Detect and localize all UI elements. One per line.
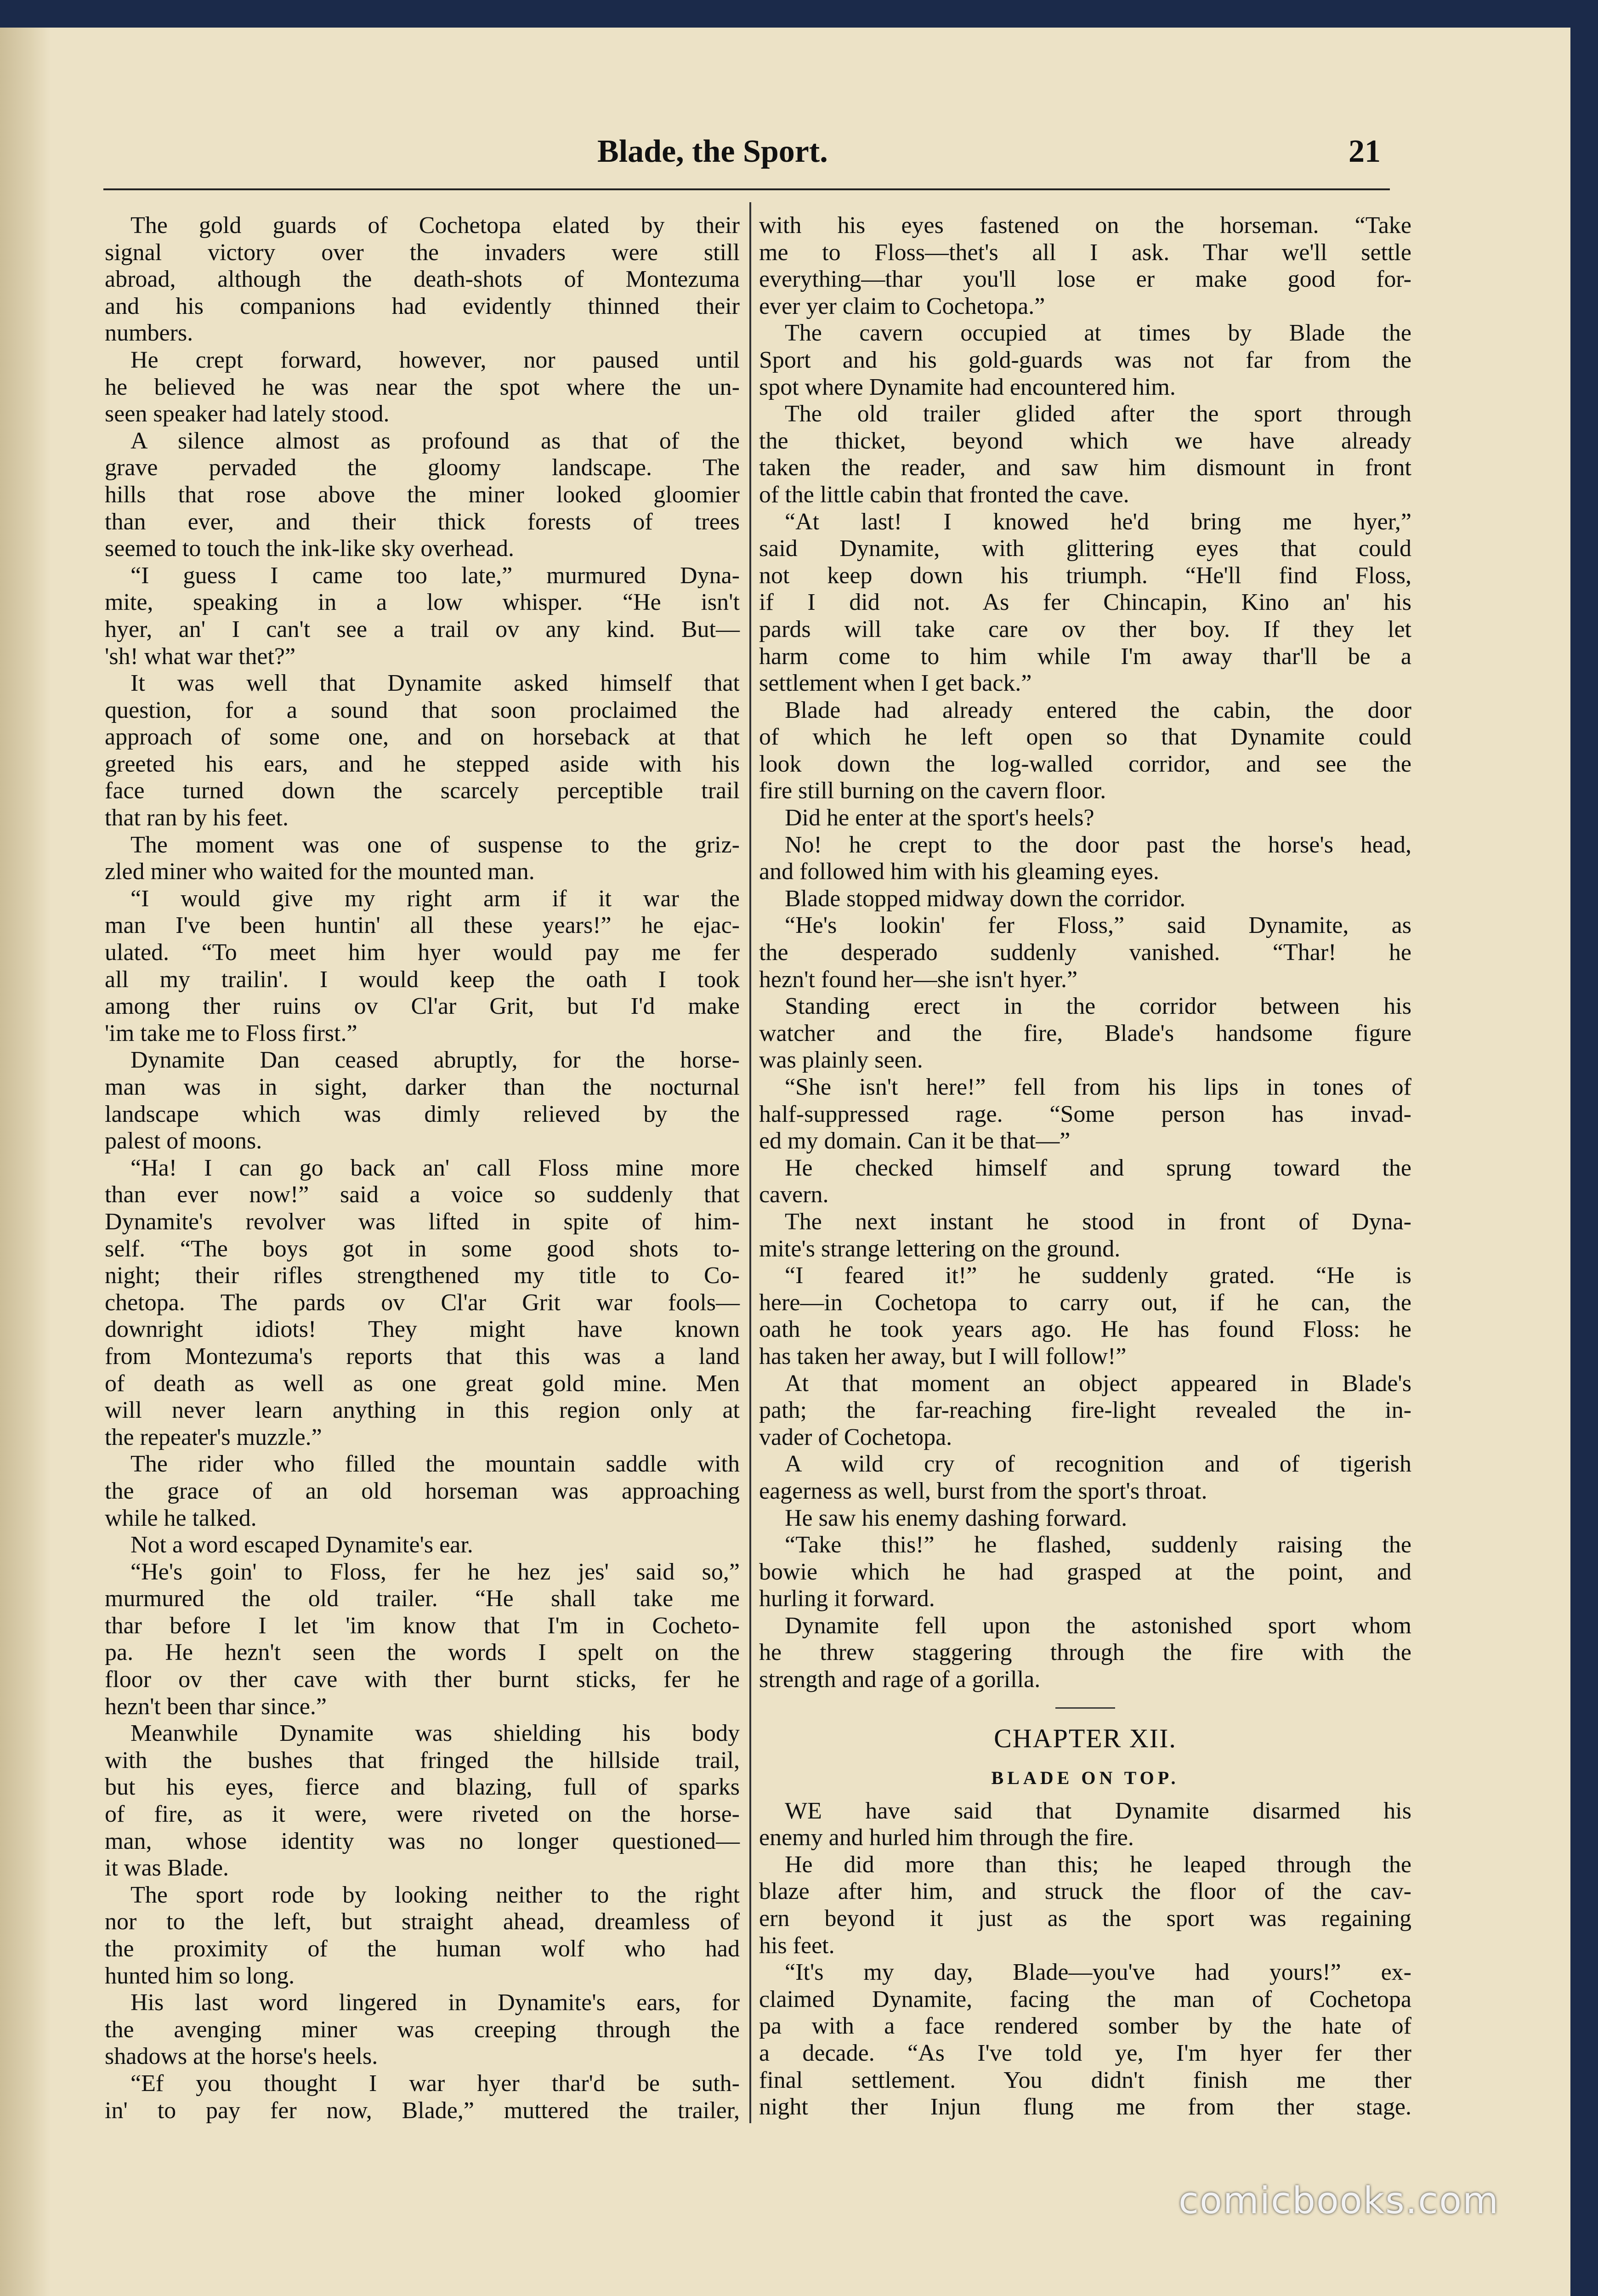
text-line: It was well that Dynamite asked himself that bbox=[130, 670, 740, 697]
text-line: settlement when I get back.” bbox=[759, 670, 1032, 697]
text-line: seen speaker had lately stood. bbox=[105, 401, 390, 427]
text-line: ed my domain. Can it be that—” bbox=[759, 1128, 1071, 1154]
text-line: He saw his enemy dashing forward. bbox=[785, 1505, 1128, 1531]
text-line: night ther Injun flung me from ther stage. bbox=[759, 2094, 1411, 2120]
text-line: look down the log-walled corridor, and see the bbox=[759, 750, 1411, 777]
text-line: enemy and hurled him through the fire. bbox=[759, 1824, 1134, 1851]
header-rule bbox=[103, 188, 1390, 190]
text-line: he threw staggering through the fire with the bbox=[759, 1639, 1411, 1666]
text-line: “Ha! I can go back an' call Floss mine more bbox=[130, 1154, 740, 1181]
chapter-subtitle: BLADE ON TOP. bbox=[991, 1767, 1179, 1788]
text-line: than ever, and their thick forests of trees bbox=[105, 508, 740, 535]
text-line: his feet. bbox=[759, 1932, 835, 1959]
text-line: seemed to touch the ink-like sky overhead. bbox=[105, 535, 514, 562]
text-line: oath he took years ago. He has found Floss: he bbox=[759, 1316, 1411, 1343]
text-line: WE have said that Dynamite disarmed his bbox=[785, 1797, 1411, 1824]
text-line: He crept forward, however, nor paused until bbox=[130, 347, 740, 373]
text-line: vader of Cochetopa. bbox=[759, 1424, 952, 1450]
text-line: from Montezuma's reports that this was a land bbox=[105, 1343, 740, 1370]
text-line: spot where Dynamite had encountered him. bbox=[759, 374, 1176, 400]
text-line: numbers. bbox=[105, 320, 193, 347]
text-line: Sport and his gold-guards was not far from the bbox=[759, 347, 1411, 373]
text-line: with the bushes that fringed the hillside trail, bbox=[105, 1747, 740, 1773]
text-line: No! he crept to the door past the horse's head, bbox=[785, 831, 1411, 858]
text-line: path; the far-reaching fire-light revealed the in- bbox=[759, 1397, 1411, 1424]
text-line: His last word lingered in Dynamite's ears, for bbox=[130, 1989, 740, 2016]
text-line: Dynamite Dan ceased abruptly, for the horse- bbox=[130, 1047, 740, 1074]
text-line: harm come to him while I'm away thar'll be a bbox=[759, 643, 1411, 670]
text-line: 'im take me to Floss first.” bbox=[105, 1020, 357, 1046]
text-line: pards will take care ov ther boy. If they let bbox=[759, 616, 1411, 642]
text-line: hurling it forward. bbox=[759, 1586, 935, 1612]
text-line: it was Blade. bbox=[105, 1855, 229, 1881]
text-line: face turned down the scarcely perceptible trail bbox=[105, 778, 740, 804]
text-line: the repeater's muzzle.” bbox=[105, 1424, 322, 1450]
text-line: was plainly seen. bbox=[759, 1047, 923, 1074]
text-line: here—in Cochetopa to carry out, if he can, the bbox=[759, 1289, 1411, 1316]
text-line: man was in sight, darker than the nocturnal bbox=[105, 1074, 740, 1100]
text-line: zled miner who waited for the mounted man. bbox=[105, 858, 535, 885]
text-line: greeted his ears, and he stepped aside with his bbox=[105, 750, 740, 777]
chapter-separator-rule bbox=[1055, 1707, 1115, 1709]
text-line: murmured the old trailer. “He shall take me bbox=[105, 1586, 740, 1612]
text-line: of the little cabin that fronted the cave. bbox=[759, 481, 1129, 508]
text-line: Meanwhile Dynamite was shielding his body bbox=[130, 1720, 740, 1747]
text-line: of fire, as it were, were riveted on the horse- bbox=[105, 1801, 740, 1828]
text-line: of death as well as one great gold mine. Men bbox=[105, 1370, 740, 1397]
right-column-lines bbox=[759, 212, 1411, 1694]
text-line: mite, speaking in a low whisper. “He isn't bbox=[105, 589, 740, 616]
text-line: hezn't been thar since.” bbox=[105, 1693, 327, 1720]
text-line: signal victory over the invaders were still bbox=[105, 239, 740, 266]
text-line: night; their rifles strengthened my title to Co- bbox=[105, 1262, 740, 1289]
text-line: mite's strange lettering on the ground. bbox=[759, 1235, 1121, 1262]
text-line: The next instant he stood in front of Dyna- bbox=[785, 1208, 1411, 1235]
text-line: “I guess I came too late,” murmured Dyna- bbox=[130, 562, 740, 589]
chapter-body-lines bbox=[759, 1798, 1411, 2121]
text-line: approach of some one, and on horseback at that bbox=[105, 724, 740, 750]
text-line: of which he left open so that Dynamite could bbox=[759, 724, 1411, 750]
text-line: chetopa. The pards ov Cl'ar Grit war fools— bbox=[105, 1289, 740, 1316]
text-line: The old trailer glided after the sport through bbox=[785, 401, 1411, 427]
text-line: A wild cry of recognition and of tigerish bbox=[785, 1451, 1411, 1478]
text-line: hyer, an' I can't see a trail ov any kind. But— bbox=[105, 616, 740, 642]
text-line: “He's goin' to Floss, fer he hez jes' said so,” bbox=[130, 1558, 740, 1585]
text-line: “He's lookin' fer Floss,” said Dynamite, as bbox=[785, 912, 1411, 939]
text-line: final settlement. You didn't finish me ther bbox=[759, 2067, 1411, 2093]
text-line: me to Floss—thet's all I ask. Thar we'll settle bbox=[759, 239, 1411, 266]
text-line: he believed he was near the spot where the un- bbox=[105, 374, 740, 400]
text-line: floor ov ther cave with ther burnt sticks, fer he bbox=[105, 1666, 740, 1693]
text-line: “It's my day, Blade—you've had yours!” ex- bbox=[785, 1959, 1411, 1986]
text-line: palest of moons. bbox=[105, 1128, 262, 1154]
text-line: “I would give my right arm if it war the bbox=[130, 885, 740, 912]
text-line: strength and rage of a gorilla. bbox=[759, 1666, 1041, 1693]
text-line: “Ef you thought I war hyer thar'd be suth- bbox=[130, 2070, 740, 2097]
text-line: “She isn't here!” fell from his lips in tones of bbox=[785, 1074, 1411, 1100]
text-line: ern beyond it just as the sport was regaining bbox=[759, 1905, 1411, 1932]
text-line: eagerness as well, burst from the sport's throat. bbox=[759, 1478, 1207, 1504]
text-line: said Dynamite, with glittering eyes that could bbox=[759, 535, 1411, 562]
text-line: the desperado suddenly vanished. “Thar! he bbox=[759, 939, 1411, 966]
text-line: the proximity of the human wolf who had bbox=[105, 1936, 740, 1962]
text-line: fire still burning on the cavern floor. bbox=[759, 778, 1106, 804]
text-line: Blade stopped midway down the corridor. bbox=[785, 885, 1186, 912]
text-line: A silence almost as profound as that of the bbox=[130, 427, 740, 454]
right-text-column bbox=[759, 212, 1411, 2121]
text-line: The gold guards of Cochetopa elated by their bbox=[130, 212, 740, 239]
text-line: The moment was one of suspense to the griz- bbox=[130, 831, 740, 858]
text-line: among ther ruins ov Cl'ar Grit, but I'd make bbox=[105, 993, 740, 1020]
text-line: question, for a sound that soon proclaimed the bbox=[105, 697, 740, 723]
text-line: half-suppressed rage. “Some person has invad- bbox=[759, 1101, 1411, 1127]
text-line: Standing erect in the corridor between his bbox=[785, 993, 1411, 1020]
text-line: hezn't found her—she isn't hyer.” bbox=[759, 966, 1078, 993]
text-line: Dynamite fell upon the astonished sport whom bbox=[785, 1612, 1411, 1639]
text-line: and his companions had evidently thinned their bbox=[105, 293, 740, 319]
text-line: pa. He hezn't seen the words I spelt on the bbox=[105, 1639, 740, 1666]
text-line: downright idiots! They might have known bbox=[105, 1316, 740, 1343]
text-line: He did more than this; he leaped through the bbox=[785, 1851, 1411, 1878]
text-line: man I've been huntin' all these years!” he ejac- bbox=[105, 912, 740, 939]
text-line: has taken her away, but I will follow!” bbox=[759, 1343, 1127, 1370]
running-header-title: Blade, the Sport. bbox=[597, 134, 828, 169]
text-line: The cavern occupied at times by Blade the bbox=[785, 320, 1411, 347]
text-line: and followed him with his gleaming eyes. bbox=[759, 858, 1159, 885]
text-line: The rider who filled the mountain saddle with bbox=[130, 1451, 740, 1478]
text-line: that ran by his feet. bbox=[105, 805, 289, 831]
column-divider bbox=[749, 202, 751, 2123]
text-line: self. “The boys got in some good shots to- bbox=[105, 1235, 740, 1262]
text-line: pa with a face rendered somber by the hate of bbox=[759, 2013, 1411, 2040]
site-watermark: comicbooks.com bbox=[1179, 2179, 1500, 2222]
text-line: ever yer claim to Cochetopa.” bbox=[759, 293, 1045, 319]
text-line: a decade. “As I've told ye, I'm hyer fer ther bbox=[759, 2040, 1411, 2066]
text-line: The sport rode by looking neither to the right bbox=[130, 1881, 740, 1908]
text-line: Dynamite's revolver was lifted in spite of him- bbox=[105, 1208, 740, 1235]
text-line: nor to the left, but straight ahead, dreamless of bbox=[105, 1909, 740, 1935]
text-line: thar before I let 'im know that I'm in Cocheto- bbox=[105, 1612, 740, 1639]
text-line: shadows at the horse's heels. bbox=[105, 2043, 378, 2070]
text-line: the grace of an old horseman was approaching bbox=[105, 1478, 740, 1504]
text-line: taken the reader, and saw him dismount in front bbox=[759, 455, 1411, 481]
text-line: “Take this!” he flashed, suddenly raising the bbox=[785, 1532, 1411, 1558]
text-line: hunted him so long. bbox=[105, 1962, 295, 1989]
text-line: Not a word escaped Dynamite's ear. bbox=[130, 1532, 473, 1558]
text-line: not keep down his triumph. “He'll find Floss, bbox=[759, 562, 1411, 589]
text-line: but his eyes, fierce and blazing, full of sparks bbox=[105, 1774, 740, 1801]
text-line: He checked himself and sprung toward the bbox=[785, 1154, 1411, 1181]
text-line: Blade had already entered the cabin, the door bbox=[785, 697, 1411, 723]
text-line: landscape which was dimly relieved by the bbox=[105, 1101, 740, 1127]
text-line: grave pervaded the gloomy landscape. The bbox=[105, 455, 740, 481]
text-line: than ever now!” said a voice so suddenly that bbox=[105, 1182, 740, 1208]
text-line: everything—thar you'll lose er make good for- bbox=[759, 266, 1411, 293]
chapter-title: CHAPTER XII. bbox=[994, 1723, 1177, 1753]
page-gutter-shadow bbox=[0, 28, 51, 2296]
text-line: hills that rose above the miner looked gloomier bbox=[105, 481, 740, 508]
text-line: man, whose identity was no longer questioned— bbox=[105, 1828, 740, 1854]
text-line: cavern. bbox=[759, 1182, 829, 1208]
text-line: the avenging miner was creeping through the bbox=[105, 2016, 740, 2043]
text-line: blaze after him, and struck the floor of the cav- bbox=[759, 1878, 1411, 1905]
text-line: 'sh! what war thet?” bbox=[105, 643, 296, 670]
text-line: while he talked. bbox=[105, 1505, 257, 1531]
text-line: bowie which he had grasped at the point, and bbox=[759, 1558, 1411, 1585]
text-line: if I did not. As fer Chincapin, Kino an' his bbox=[759, 589, 1411, 616]
text-line: with his eyes fastened on the horseman. “Take bbox=[759, 212, 1411, 239]
text-line: abroad, although the death-shots of Montezuma bbox=[105, 266, 740, 293]
text-line: in' to pay fer now, Blade,” muttered the trailer, bbox=[105, 2097, 740, 2124]
text-line: “At last! I knowed he'd bring me hyer,” bbox=[785, 508, 1411, 535]
text-line: the thicket, beyond which we have already bbox=[759, 427, 1411, 454]
text-line: watcher and the fire, Blade's handsome figure bbox=[759, 1020, 1411, 1046]
text-line: ulated. “To meet him hyer would pay me fer bbox=[105, 939, 740, 966]
text-line: will never learn anything in this region only at bbox=[105, 1397, 740, 1424]
text-line: all my trailin'. I would keep the oath I took bbox=[105, 966, 740, 993]
text-line: claimed Dynamite, facing the man of Cochetopa bbox=[759, 1986, 1411, 2012]
text-line: “I feared it!” he suddenly grated. “He is bbox=[785, 1262, 1411, 1289]
text-line: Did he enter at the sport's heels? bbox=[785, 805, 1094, 831]
page-number: 21 bbox=[1349, 134, 1381, 169]
text-line: At that moment an object appeared in Blade's bbox=[785, 1370, 1411, 1397]
left-text-column bbox=[105, 212, 740, 2124]
